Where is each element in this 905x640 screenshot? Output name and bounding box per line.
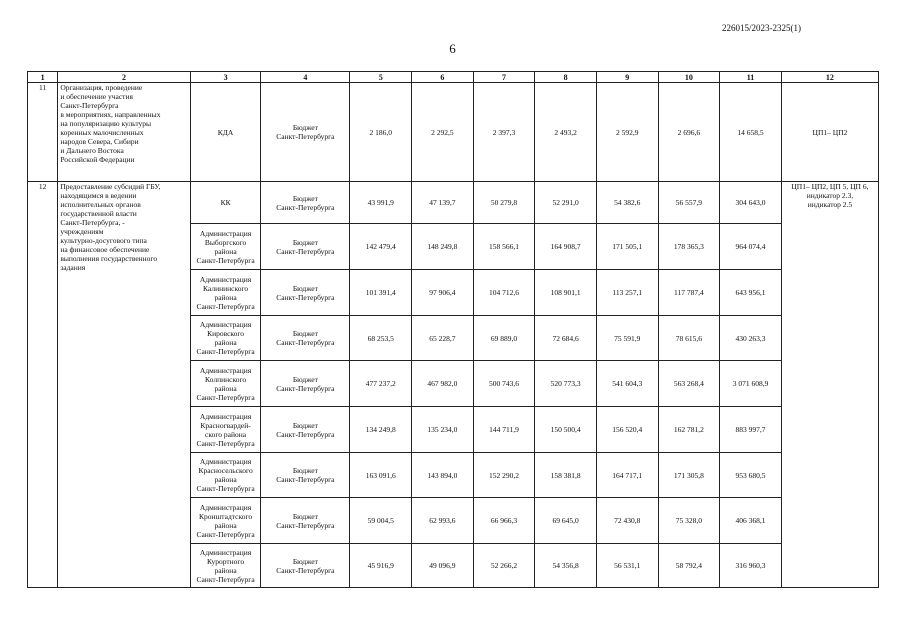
value-cell: 156 520,4 <box>596 407 658 453</box>
row-source: Бюджет Санкт-Петербурга <box>261 83 350 182</box>
value-cell: 52 266,2 <box>473 544 535 588</box>
value-cell: 52 291,0 <box>535 182 597 224</box>
value-cell: 178 365,3 <box>658 224 720 270</box>
value-cell: 108 901,1 <box>535 270 597 316</box>
value-cell: 72 684,6 <box>535 316 597 361</box>
value-cell: 541 604,3 <box>596 361 658 407</box>
value-cell: 158 381,8 <box>535 453 597 498</box>
row-description: Организация, проведение и обеспечение участия Санкт-Петербурга в мероприятиях, направленных на популяризацию культуры коренных малочисленных народов Севера, Сибири и Дальнего Востока Российской Федерации <box>58 83 190 182</box>
row-executor: Администрация Курортного района Санкт-Петербурга <box>190 544 261 588</box>
column-header: 10 <box>658 72 720 83</box>
value-cell: 171 505,1 <box>596 224 658 270</box>
value-cell: 148 249,8 <box>412 224 474 270</box>
value-cell: 158 566,1 <box>473 224 535 270</box>
column-header: 4 <box>261 72 350 83</box>
value-cell: 143 894,0 <box>412 453 474 498</box>
value-cell: 14 658,5 <box>720 83 782 182</box>
value-cell: 113 257,1 <box>596 270 658 316</box>
value-cell: 75 328,0 <box>658 498 720 544</box>
value-cell: 117 787,4 <box>658 270 720 316</box>
row-executor: Администрация Кронштадтского района Санкт-Петербурга <box>190 498 261 544</box>
row-source: Бюджет Санкт-Петербурга <box>261 498 350 544</box>
row-source: Бюджет Санкт-Петербурга <box>261 224 350 270</box>
row-source: Бюджет Санкт-Петербурга <box>261 316 350 361</box>
value-cell: 68 253,5 <box>350 316 412 361</box>
column-header: 11 <box>720 72 782 83</box>
row-source: Бюджет Санкт-Петербурга <box>261 407 350 453</box>
value-cell: 162 781,2 <box>658 407 720 453</box>
row-source: Бюджет Санкт-Петербурга <box>261 453 350 498</box>
value-cell: 134 249,8 <box>350 407 412 453</box>
value-cell: 164 908,7 <box>535 224 597 270</box>
row-executor: Администрация Калининского района Санкт-Петербурга <box>190 270 261 316</box>
row-executor: КДА <box>190 83 261 182</box>
program-table <box>27 71 879 588</box>
row-source: Бюджет Санкт-Петербурга <box>261 544 350 588</box>
value-cell: 47 139,7 <box>412 182 474 224</box>
row-indicator: ЦП1– ЦП2, ЦП 5, ЦП 6, индикатор 2.3, индикатор 2.5 <box>781 182 878 588</box>
value-cell: 964 074,4 <box>720 224 782 270</box>
document-number: 226015/2023-2325(1) <box>722 23 801 33</box>
table-row <box>28 182 879 224</box>
value-cell: 144 711,9 <box>473 407 535 453</box>
value-cell: 59 004,5 <box>350 498 412 544</box>
value-cell: 304 643,0 <box>720 182 782 224</box>
value-cell: 50 279,8 <box>473 182 535 224</box>
value-cell: 520 773,3 <box>535 361 597 407</box>
value-cell: 316 960,3 <box>720 544 782 588</box>
column-header: 7 <box>473 72 535 83</box>
value-cell: 58 792,4 <box>658 544 720 588</box>
row-number: 12 <box>28 182 58 588</box>
value-cell: 2 696,6 <box>658 83 720 182</box>
value-cell: 75 591,9 <box>596 316 658 361</box>
value-cell: 430 263,3 <box>720 316 782 361</box>
value-cell: 953 680,5 <box>720 453 782 498</box>
value-cell: 78 615,6 <box>658 316 720 361</box>
value-cell: 135 234,0 <box>412 407 474 453</box>
row-executor: КК <box>190 182 261 224</box>
column-header: 1 <box>28 72 58 83</box>
value-cell: 163 091,6 <box>350 453 412 498</box>
value-cell: 2 292,5 <box>412 83 474 182</box>
value-cell: 72 430,8 <box>596 498 658 544</box>
value-cell: 65 228,7 <box>412 316 474 361</box>
value-cell: 69 645,0 <box>535 498 597 544</box>
value-cell: 97 906,4 <box>412 270 474 316</box>
column-header: 5 <box>350 72 412 83</box>
row-executor: Администрация Красносельского района Санкт-Петербурга <box>190 453 261 498</box>
value-cell: 56 531,1 <box>596 544 658 588</box>
value-cell: 56 557,9 <box>658 182 720 224</box>
column-header: 12 <box>781 72 878 83</box>
value-cell: 171 305,8 <box>658 453 720 498</box>
value-cell: 66 966,3 <box>473 498 535 544</box>
value-cell: 62 993,6 <box>412 498 474 544</box>
value-cell: 104 712,6 <box>473 270 535 316</box>
value-cell: 150 500,4 <box>535 407 597 453</box>
row-executor: Администрация Колпинского района Санкт-Петербурга <box>190 361 261 407</box>
table-row <box>28 83 879 182</box>
row-description: Предоставление субсидий ГБУ, находящимся в ведении исполнительных органов государственной власти Санкт-Петербурга, - учреждениям культурно-досугового типа на финансовое обеспечение выполнения государственного задания <box>58 182 190 588</box>
value-cell: 883 997,7 <box>720 407 782 453</box>
value-cell: 477 237,2 <box>350 361 412 407</box>
value-cell: 2 592,9 <box>596 83 658 182</box>
value-cell: 69 889,0 <box>473 316 535 361</box>
value-cell: 3 071 608,9 <box>720 361 782 407</box>
value-cell: 2 493,2 <box>535 83 597 182</box>
row-executor: Администрация Кировского района Санкт-Петербурга <box>190 316 261 361</box>
value-cell: 54 356,8 <box>535 544 597 588</box>
page-number: 6 <box>449 41 456 56</box>
column-header: 8 <box>535 72 597 83</box>
row-indicator: ЦП1– ЦП2 <box>781 83 878 182</box>
header-row <box>28 72 879 83</box>
column-header: 6 <box>412 72 474 83</box>
row-source: Бюджет Санкт-Петербурга <box>261 270 350 316</box>
value-cell: 101 391,4 <box>350 270 412 316</box>
row-number: 11 <box>28 83 58 182</box>
value-cell: 500 743,6 <box>473 361 535 407</box>
column-header: 2 <box>58 72 190 83</box>
value-cell: 152 290,2 <box>473 453 535 498</box>
value-cell: 43 991,9 <box>350 182 412 224</box>
value-cell: 467 982,0 <box>412 361 474 407</box>
value-cell: 49 096,9 <box>412 544 474 588</box>
column-header: 3 <box>190 72 261 83</box>
row-executor: Администрация Выборгского района Санкт-Петербурга <box>190 224 261 270</box>
value-cell: 643 956,1 <box>720 270 782 316</box>
value-cell: 54 382,6 <box>596 182 658 224</box>
value-cell: 2 186,0 <box>350 83 412 182</box>
value-cell: 2 397,3 <box>473 83 535 182</box>
row-source: Бюджет Санкт-Петербурга <box>261 182 350 224</box>
column-header: 9 <box>596 72 658 83</box>
value-cell: 45 916,9 <box>350 544 412 588</box>
row-source: Бюджет Санкт-Петербурга <box>261 361 350 407</box>
value-cell: 563 268,4 <box>658 361 720 407</box>
value-cell: 406 368,1 <box>720 498 782 544</box>
value-cell: 142 479,4 <box>350 224 412 270</box>
row-executor: Администрация Красногвардей- ского района Санкт-Петербурга <box>190 407 261 453</box>
value-cell: 164 717,1 <box>596 453 658 498</box>
